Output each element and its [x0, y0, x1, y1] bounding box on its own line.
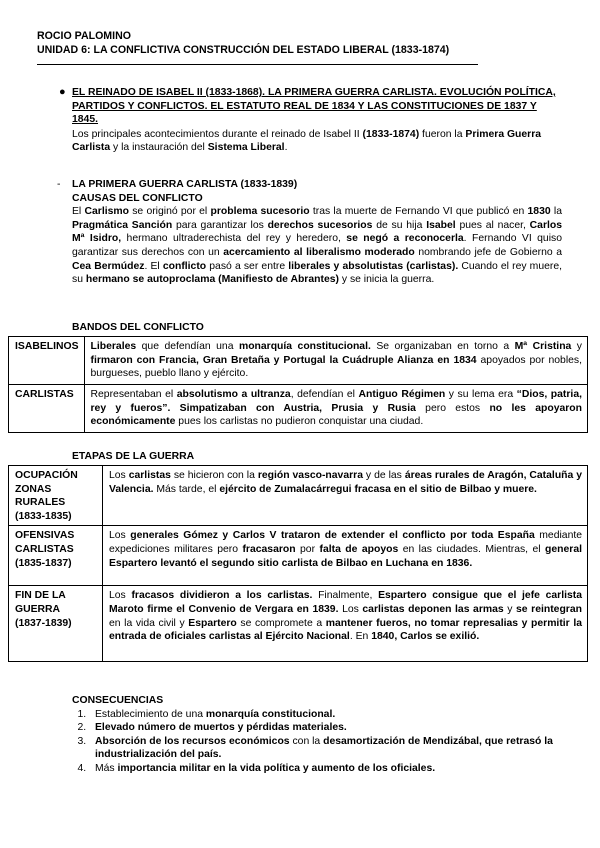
- text-bold: 1830: [527, 206, 551, 218]
- text: . Fernando VI quiso garantizar sus derechos con un: [72, 233, 562, 258]
- text: y: [503, 603, 517, 615]
- intro-section: [59, 86, 559, 155]
- text-bold: Isabel: [426, 219, 456, 231]
- text-bold: problema sucesorio: [210, 206, 310, 218]
- consequences-title: CONSECUENCIAS: [72, 695, 164, 706]
- text: , defendían el: [290, 389, 359, 400]
- text-bold: acercamiento al liberalismo moderado: [223, 246, 415, 258]
- stage-description: [103, 526, 588, 586]
- text: Los: [109, 530, 131, 542]
- stages-title: ETAPAS DE LA GUERRA: [72, 451, 195, 462]
- text-bold: general Espartero levantó el segundo sitio carlista de Bilbao en Luchana en 1836.: [109, 543, 582, 569]
- text: El: [72, 206, 85, 218]
- stage-label: FIN DE LA GUERRA: [15, 590, 66, 615]
- text-bold: conflicto: [162, 260, 207, 272]
- text-bold: Sistema Liberal: [207, 142, 285, 154]
- text: la: [550, 206, 562, 218]
- text: de su hija: [372, 219, 427, 231]
- text-bold: Carlismo: [84, 206, 129, 218]
- sides-table: [8, 336, 588, 433]
- text: . En: [349, 631, 372, 643]
- text: pero estos: [415, 402, 490, 414]
- text: . El: [144, 260, 163, 272]
- text: se originó por el: [128, 206, 211, 218]
- text: nombrando jefe de Gobierno a: [414, 246, 562, 258]
- text: por: [295, 543, 320, 555]
- causes-title: CAUSAS DEL CONFLICTO: [72, 192, 203, 204]
- text-bold: importancia militar en la vida política y aumento de los oficiales.: [117, 762, 436, 774]
- stage-label: OFENSIVAS CARLISTAS: [15, 530, 75, 555]
- text: Más tarde, el: [153, 483, 220, 495]
- text-bold: generales Gómez y Carlos V trataron de extender el conflicto por toda España: [130, 530, 535, 542]
- text: mediante expediciones militares pero: [109, 530, 583, 555]
- text-bold: Elevado número de muertos y pérdidas materiales.: [95, 722, 347, 734]
- stage-years: (1837-1839): [15, 617, 72, 629]
- table-row: [9, 385, 588, 433]
- list-item: [89, 735, 557, 762]
- text: fueron la: [419, 128, 466, 140]
- text: Cuando el rey muere, su: [72, 260, 563, 286]
- text: y la instauración del: [110, 142, 208, 154]
- text-bold: mantener fueros, no tomar represalias y permitir la entrada de oficiales carlistas al Ejército Nacional: [109, 617, 582, 643]
- text-bold: hermano se autoproclama (Manifiesto de Abrantes): [85, 274, 339, 286]
- text-bold: áreas rurales de Aragón, Cataluña y Valencia.: [109, 470, 583, 495]
- list-item: [89, 708, 557, 722]
- text-bold: firmaron con Francia, Gran Bretaña y Portugal la Cuádruple Alianza en 1834: [90, 354, 477, 366]
- war-section: [57, 178, 562, 287]
- text: y: [571, 341, 582, 352]
- text: Los: [109, 590, 132, 602]
- text-bold: Mª Cristina: [514, 341, 572, 352]
- causes-paragraph: [72, 205, 562, 287]
- text-bold: Cea Bermúdez: [72, 260, 145, 272]
- text-bold: absolutismo a ultranza: [176, 389, 291, 400]
- text-bold: Espartero consigue que el jefe carlista Maroto firme el Convenio de Vergara en 1839.: [109, 590, 583, 615]
- text: y de las: [362, 470, 405, 481]
- stage-years: (1833-1835): [15, 510, 72, 522]
- author-name: ROCIO PALOMINO: [37, 30, 131, 42]
- consequences-section: [72, 694, 557, 776]
- table-row: [9, 586, 588, 662]
- text: tras la muerte de Fernando VI que publicó en: [309, 206, 528, 218]
- text-bold: ejército de Zumalacárregui fracasa en el sitio de Bilbao y muere.: [219, 483, 537, 495]
- text: hermano ultraderechista del rey y heredero,: [121, 233, 347, 245]
- text-bold: se negó a reconocerla: [346, 233, 464, 245]
- text-bold: falta de apoyos: [319, 543, 399, 555]
- text-bold: carlistas deponen las armas: [362, 603, 504, 615]
- sides-title: BANDOS DEL CONFLICTO: [72, 322, 204, 333]
- table-row: [9, 466, 588, 526]
- stage-label: OCUPACIÓN ZONAS RURALES: [15, 470, 78, 509]
- bullet-icon: ●: [59, 86, 66, 98]
- consequences-list: [72, 708, 557, 776]
- stage-description: [103, 586, 588, 662]
- text: Más: [95, 762, 118, 774]
- dash-marker: -: [57, 179, 61, 190]
- header-divider: [37, 64, 478, 65]
- text: que defendían una: [136, 341, 239, 352]
- text: pasó a ser entre: [206, 260, 289, 272]
- text-bold: Absorción de los recursos económicos: [95, 735, 290, 747]
- unit-title: UNIDAD 6: LA CONFLICTIVA CONSTRUCCIÓN DEL ESTADO LIBERAL (1833-1874): [37, 44, 450, 56]
- text: Los principales acontecimientos durante el reinado de Isabel II: [72, 128, 363, 140]
- text: Finalmente,: [312, 590, 379, 602]
- table-row: [9, 337, 588, 385]
- text: Los: [338, 603, 363, 615]
- text-bold: (1833-1874): [362, 128, 420, 140]
- text-bold: Liberales: [90, 341, 137, 352]
- text-bold: carlistas: [128, 470, 171, 481]
- side-name: CARLISTAS: [9, 385, 85, 433]
- text-bold: se reintegran: [516, 603, 582, 615]
- stages-table: [8, 465, 588, 662]
- text-bold: Pragmática Sanción: [72, 219, 173, 231]
- list-item: [89, 721, 557, 735]
- list-item: [89, 762, 557, 776]
- text: se compromete a: [236, 617, 326, 629]
- text: en las ciudades. Mientras, el: [398, 543, 546, 555]
- text-bold: monarquía constitucional.: [238, 341, 371, 352]
- side-description: [84, 385, 587, 433]
- text: y su lema era: [445, 389, 517, 400]
- stage-description: [103, 466, 588, 526]
- side-name: ISABELINOS: [9, 337, 85, 385]
- text: Se organizaban en torno a: [370, 341, 515, 352]
- text: .: [284, 142, 288, 154]
- intro-paragraph: [72, 128, 559, 155]
- text-bold: Primera Guerra Carlista: [72, 128, 542, 154]
- text-bold: liberales y absolutistas (carlistas).: [288, 260, 459, 272]
- text: Representaban el: [90, 389, 177, 400]
- text-bold: no les apoyaron económicamente: [90, 402, 582, 428]
- stage-name: [9, 586, 103, 662]
- text: pues al nacer,: [455, 219, 530, 231]
- table-row: [9, 526, 588, 586]
- text: Establecimiento de una: [95, 708, 206, 720]
- intro-title: EL REINADO DE ISABEL II (1833-1868). LA PRIMERA GUERRA CARLISTA. EVOLUCIÓN POLÍTICA, PARTIDOS Y CONFLICTOS. EL ESTATUTO REAL DE 1834 Y LAS CONSTITUCIONES DE 1837 Y 1845.: [72, 87, 556, 126]
- stage-name: [9, 526, 103, 586]
- text-bold: Carlos Mª Isidro,: [72, 219, 563, 245]
- text-bold: Espartero: [188, 617, 237, 629]
- text-bold: Antiguo Régimen: [358, 389, 446, 400]
- text: se hicieron con la: [170, 470, 258, 481]
- text: apoyados por nobles, burgueses, pueblo llano y ejército.: [90, 354, 582, 380]
- text: para garantizar los: [172, 219, 268, 231]
- stage-years: (1835-1837): [15, 557, 72, 569]
- text-bold: 1840, Carlos se exilió.: [371, 631, 480, 643]
- document-header: [37, 29, 449, 57]
- text-bold: fracasaron: [242, 543, 296, 555]
- text: en la vida civil y: [109, 617, 189, 629]
- text-bold: derechos sucesorios: [267, 219, 373, 231]
- text-bold: fracasos dividieron a los carlistas.: [131, 590, 313, 602]
- war-title: LA PRIMERA GUERRA CARLISTA (1833-1839): [72, 179, 298, 190]
- stage-name: [9, 466, 103, 526]
- text-bold: región vasco-navarra: [257, 470, 363, 481]
- text: con la: [289, 735, 324, 747]
- text-bold: monarquía constitucional.: [205, 708, 336, 720]
- text: pues los carlistas no pudieron conquistar una ciudad.: [175, 416, 424, 428]
- text: Los: [109, 470, 129, 481]
- side-description: [84, 337, 587, 385]
- text-bold: desamortización de Mendizábal, que retrasó la industrialización del país.: [95, 735, 553, 761]
- text: y se inicia la guerra.: [338, 274, 435, 286]
- text-bold: “Dios, patria, rey y fueros”. Simpatizaban con Austria, Prusia y Rusia: [90, 389, 582, 414]
